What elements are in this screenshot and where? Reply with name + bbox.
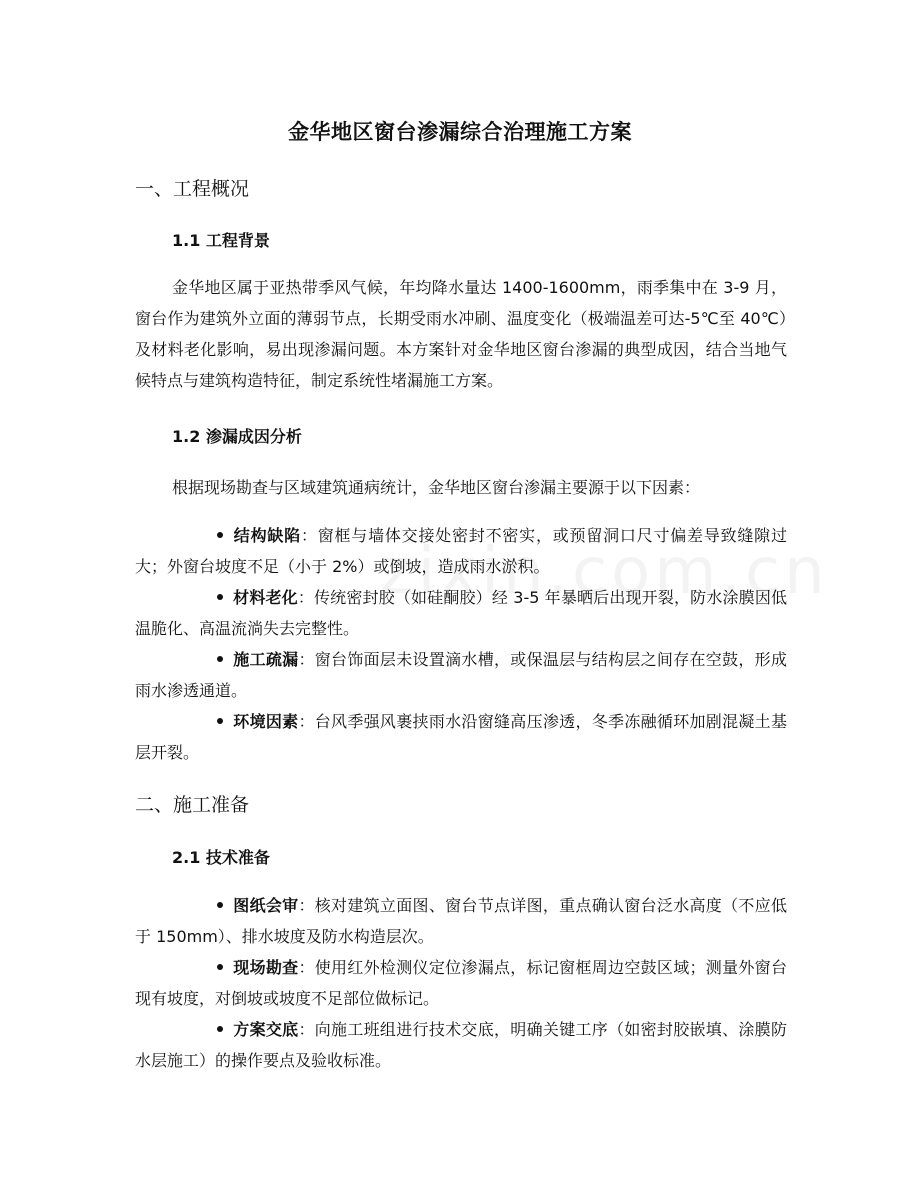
list-item — [135, 1014, 787, 1076]
section-2-heading: 二、施工准备 — [135, 794, 250, 816]
list-item — [135, 520, 787, 582]
tech-prep-list — [135, 890, 787, 1076]
section-1-2-heading: 1.2 渗漏成因分析 — [172, 427, 302, 446]
cause-list — [135, 520, 787, 768]
bullet-dot — [217, 902, 223, 908]
list-item-term: 结构缺陷 — [233, 526, 301, 545]
list-item-text: ：传统密封胶（如硅酮胶）经 3-5 年暴晒后出现开裂，防水涂膜因低温脆化、高温流淌失去完整性。 — [135, 588, 787, 638]
list-item-text: ：台风季强风裹挟雨水沿窗缝高压渗透，冬季冻融循环加剧混凝土基层开裂。 — [135, 712, 787, 762]
list-item — [135, 952, 787, 1014]
list-item — [135, 706, 787, 768]
list-item-term: 现场勘查 — [233, 958, 299, 977]
bullet-dot — [217, 656, 223, 662]
bullet-dot — [217, 1026, 223, 1032]
bullet-dot — [217, 718, 223, 724]
bullet-dot — [217, 532, 223, 538]
list-item-text: ：窗台饰面层未设置滴水槽，或保温层与结构层之间存在空鼓，形成雨水渗透通道。 — [135, 650, 787, 700]
list-item — [135, 890, 787, 952]
section-1-1-paragraph: 金华地区属于亚热带季风气候，年均降水量达 1400-1600mm，雨季集中在 3-9 月，窗台作为建筑外立面的薄弱节点，长期受雨水冲刷、温度变化（极端温差可达-5℃至 40℃）及材料老化影响，易出现渗漏问题。本方案针对金华地区窗台渗漏的典型成因，结合当地气候特点与建筑构造特征，制定系统性堵漏施工方案。 — [135, 278, 787, 390]
list-item — [135, 582, 787, 644]
bullet-dot — [217, 964, 223, 970]
list-item-text: ：向施工班组进行技术交底，明确关键工序（如密封胶嵌填、涂膜防水层施工）的操作要点及验收标准。 — [135, 1020, 787, 1070]
section-1-heading: 一、工程概况 — [135, 178, 250, 200]
bullet-dot — [217, 594, 223, 600]
list-item-term: 图纸会审 — [233, 896, 299, 915]
section-1-1-heading: 1.1 工程背景 — [172, 231, 270, 250]
list-item-text: ：核对建筑立面图、窗台节点详图，重点确认窗台泛水高度（不应低于 150mm）、排水坡度及防水构造层次。 — [135, 896, 787, 946]
list-item — [135, 644, 787, 706]
list-item-term: 施工疏漏 — [233, 650, 299, 669]
list-item-text: ：窗框与墙体交接处密封不密实，或预留洞口尺寸偏差导致缝隙过大；外窗台坡度不足（小于 2%）或倒坡，造成雨水淤积。 — [135, 526, 787, 576]
section-2-1-heading: 2.1 技术准备 — [172, 848, 270, 867]
list-item-term: 材料老化 — [233, 588, 298, 607]
list-item-text: ：使用红外检测仪定位渗漏点，标记窗框周边空鼓区域；测量外窗台现有坡度，对倒坡或坡度不足部位做标记。 — [135, 958, 787, 1008]
list-item-term: 方案交底 — [233, 1020, 299, 1039]
list-item-term: 环境因素 — [233, 712, 299, 731]
section-1-2-intro: 根据现场勘查与区域建筑通病统计，金华地区窗台渗漏主要源于以下因素： — [172, 478, 701, 497]
document-title: 金华地区窗台渗漏综合治理施工方案 — [288, 120, 632, 144]
